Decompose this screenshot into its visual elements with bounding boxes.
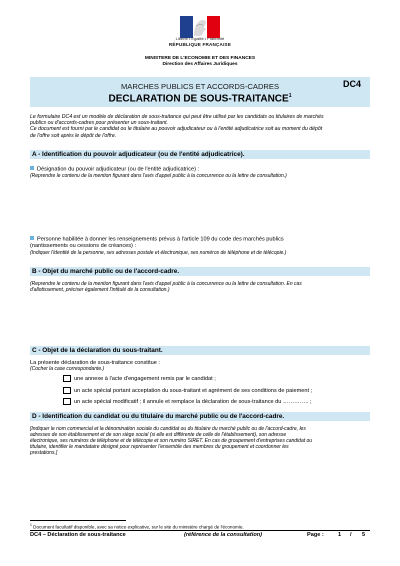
hint-line: (Reprendre le contenu de la mention figurant dans l'avis d'appel public à la concurrence ou la lettre de consultation. En cas xyxy=(30,281,302,287)
hint-line: adresses de son établissement et de son siège social (si elle est différente de celle de l'établissement), son adresse xyxy=(30,432,287,438)
section-c-hint: (Cocher la case correspondante.) xyxy=(30,366,105,372)
logo-republic-label: RÉPUBLIQUE FRANÇAISE xyxy=(168,42,232,47)
footnote-ref: 1 xyxy=(288,93,292,99)
footer-page-current: 1 xyxy=(338,532,342,538)
intro-line: de l'offre soit après le dépôt de l'offre. xyxy=(30,132,117,139)
hint-line: titulaire, identifier le mandataire désigné pour représenter l'ensemble des membres du groupement et coordonner les xyxy=(30,444,289,450)
ministry-name: MINISTERE DE L'ECONOMIE ET DES FINANCES xyxy=(144,56,256,61)
hint-line: d'allotissement, préciser également l'intitulé de la consultation.) xyxy=(30,287,170,293)
hint-line: [Indiquer le nom commercial et la dénomination sociale du candidat ou du titulaire du marché public ou de l'accord-cadre, les xyxy=(30,426,306,432)
hint-line: électronique, ses numéros de téléphone et de télécopie et son numéro SIRET. En cas de groupement d'entreprises candidat ou xyxy=(30,438,313,444)
intro-line: Le formulaire DC4 est un modèle de déclaration de sous-traitance qui peut être utilisé par les candidats ou titulaires de marchés xyxy=(30,114,324,120)
option-modificatif-label: un acte spécial modificatif ; il annule et remplace la déclaration de sous-traitance du ………….. ; xyxy=(74,399,312,405)
designation-hint: (Reprendre le contenu de la mention figurant dans l'avis d'appel public à la concurrence ou la lettre de consultation.) xyxy=(30,173,287,179)
section-a-contact xyxy=(30,236,370,243)
designation-label: Désignation du pouvoir adjudicateur (ou de l'entité adjudicatrice) : xyxy=(37,166,200,173)
contact-label: Personne habilitée à donner les renseignements prévus à l'article 109 du code des marchés publics xyxy=(37,236,284,243)
footer-reference: (référence de la consultation) xyxy=(184,532,263,538)
intro-text xyxy=(30,114,370,139)
footer-page-sep: / xyxy=(350,532,352,538)
title-line1: MARCHES PUBLICS ET ACCORDS-CADRES xyxy=(120,82,280,91)
footer-page-label: Page : xyxy=(307,532,324,538)
option-acceptation-checkbox[interactable] xyxy=(63,387,71,394)
contact-hint: (Indiquer l'identité de la personne, ses adresses postale et électronique, ses numéros de téléphone et de télécopie.) xyxy=(30,250,287,256)
form-code: DC4 xyxy=(343,79,362,89)
page-title xyxy=(30,93,370,104)
option-annexe-label: une annexe à l'acte d'engagement remis par le candidat ; xyxy=(74,376,216,382)
footer-divider xyxy=(30,530,370,531)
footer-doc-title: DC4 – Déclaration de sous-traitance xyxy=(30,532,126,538)
logo-motto: Liberté • Égalité • Fraternité xyxy=(175,36,225,41)
footer-page-total: 5 xyxy=(362,532,366,538)
intro-line: publics ou d'accords-cadres pour présenter un sous-traitant. xyxy=(30,120,168,127)
option-acceptation-label: un acte spécial portant acceptation du sous-traitant et agrément de ses conditions de paiement ; xyxy=(74,388,313,394)
footnote xyxy=(30,523,370,530)
intro-line: Ce document est fourni par le candidat ou le titulaire au pouvoir adjudicateur ou à l'entité adjudicatrice soit au moment du dépôt xyxy=(30,126,323,133)
section-a-designation xyxy=(30,166,370,173)
section-c-header: C - Objet de la déclaration du sous-traitant. xyxy=(30,346,370,355)
section-b-header: B - Objet du marché public ou de l'accord-cadre. xyxy=(30,267,370,276)
bullet-icon xyxy=(30,236,34,240)
option-annexe-checkbox[interactable] xyxy=(63,375,71,382)
footnote-text: Document facultatif disponible, avec sa notice explicative, sur le site du ministère chargé de l'économie. xyxy=(33,524,244,530)
footnote-number: 1 xyxy=(30,523,32,527)
page-title-text: DECLARATION DE SOUS-TRAITANCE xyxy=(108,93,289,105)
section-b-hint xyxy=(30,281,370,293)
section-d-header: D - Identification du candidat ou du titulaire du marché public ou de l'accord-cadre. xyxy=(30,412,370,421)
footnote-divider xyxy=(30,520,126,521)
contact-label-cont: (nantissements ou cessions de créances) : xyxy=(30,243,137,249)
bullet-icon xyxy=(30,166,34,170)
option-modificatif-checkbox[interactable] xyxy=(63,398,71,405)
hint-line: prestations.] xyxy=(30,450,58,456)
section-c-lead: La présente déclaration de sous-traitance constitue : xyxy=(30,360,160,366)
direction-name: Direction des Affaires Juridiques xyxy=(162,62,238,67)
section-d-hint xyxy=(30,426,370,456)
section-a-header: A - Identification du pouvoir adjudicateur (ou de l'entité adjudicatrice). xyxy=(30,150,370,159)
